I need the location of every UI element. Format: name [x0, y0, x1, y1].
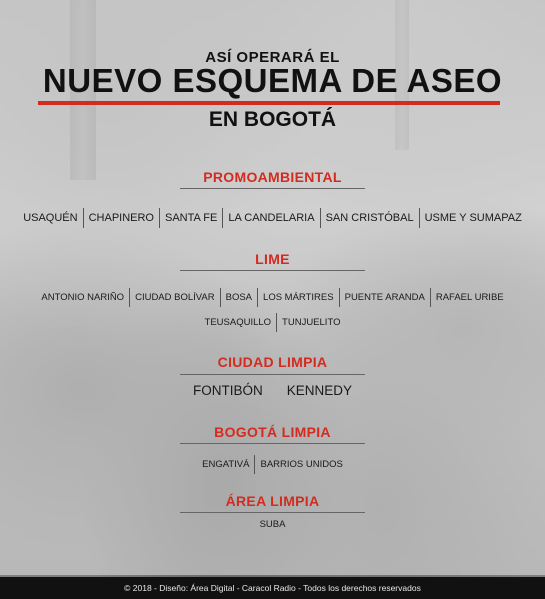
locality-item: SANTA FE [159, 208, 222, 228]
locality-row [0, 288, 545, 307]
locality-item: TEUSAQUILLO [204, 317, 272, 328]
locality-row [0, 383, 545, 398]
locality-item: TUNJUELITO [276, 313, 345, 332]
locality-item: SAN CRISTÓBAL [320, 208, 419, 228]
section-title-area-limpia: ÁREA LIMPIA [225, 493, 320, 509]
locality-item: BOSA [220, 288, 257, 307]
section-title-ciudad-limpia: CIUDAD LIMPIA [217, 354, 328, 370]
locality-item: FONTIBÓN [192, 383, 263, 398]
footer-credits: © 2018 - Diseño: Área Digital - Caracol Radio - Todos los derechos reservados [0, 577, 545, 599]
section-title-bogota-limpia: BOGOTÁ LIMPIA [214, 424, 331, 440]
locality-item: USAQUÉN [23, 212, 78, 224]
section-divider [180, 270, 365, 271]
locality-item: RAFAEL URIBE [430, 288, 509, 307]
locality-row [0, 519, 545, 530]
locality-item: SUBA [259, 519, 286, 530]
pre-title: ASÍ OPERARÁ EL [205, 49, 340, 66]
locality-item: PUENTE ARANDA [339, 288, 430, 307]
locality-item: BARRIOS UNIDOS [254, 455, 347, 474]
section-divider [180, 443, 365, 444]
locality-row [0, 313, 545, 332]
locality-item: KENNEDY [286, 383, 352, 398]
locality-row [0, 455, 545, 474]
locality-item: ANTONIO NARIÑO [41, 292, 125, 303]
locality-item: ENGATIVÁ [202, 459, 250, 470]
locality-row [0, 208, 545, 228]
section-divider [180, 374, 365, 375]
title-underline [38, 101, 500, 105]
post-title: EN BOGOTÁ [208, 108, 337, 131]
locality-item: USME Y SUMAPAZ [419, 208, 527, 228]
section-divider [180, 512, 365, 513]
locality-item: LA CANDELARIA [222, 208, 319, 228]
locality-item: LOS MÁRTIRES [257, 288, 339, 307]
section-title-promoambiental: PROMOAMBIENTAL [203, 169, 342, 185]
locality-item: CHAPINERO [83, 208, 159, 228]
main-title: NUEVO ESQUEMA DE ASEO [42, 62, 503, 99]
section-title-lime: LIME [255, 251, 290, 267]
locality-item: CIUDAD BOLÍVAR [129, 288, 220, 307]
section-divider [180, 188, 365, 189]
